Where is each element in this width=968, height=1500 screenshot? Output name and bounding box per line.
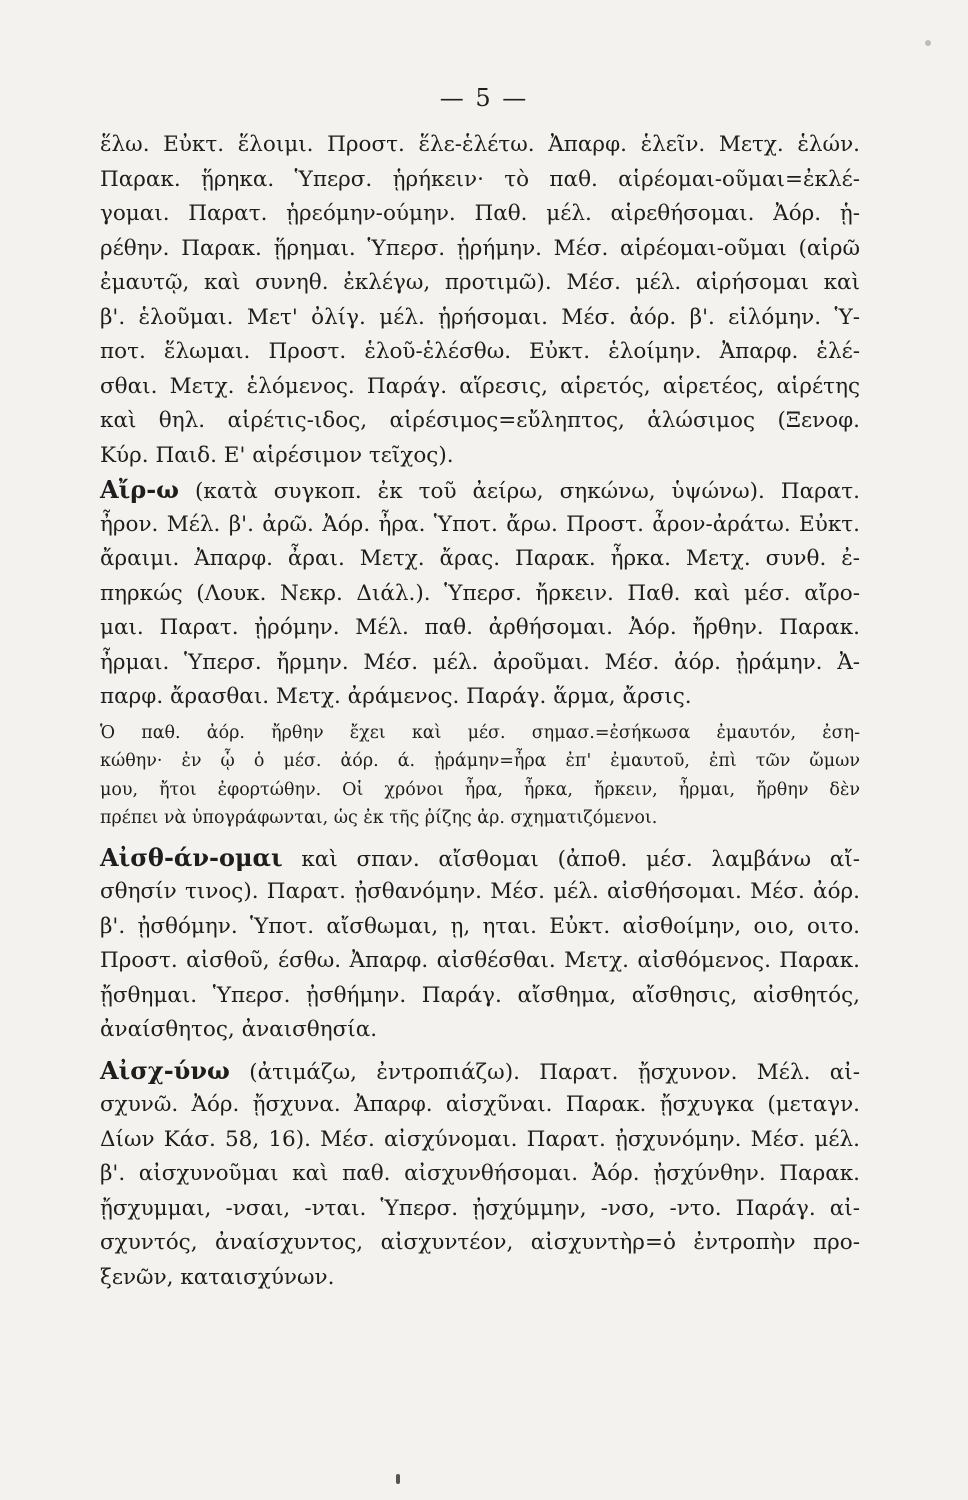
entry-text: (κατὰ συγκοπ. ἐκ τοῦ ἀείρω, σηκώνω, ὑψώνω). Παρατ. xyxy=(179,479,860,504)
text-line: Προστ. αἰσθοῦ, έσθω. Ἀπαρφ. αἰσθέσθαι. Μετχ. αἰσθόμενος. Παρακ. xyxy=(100,948,860,973)
note xyxy=(100,719,860,833)
text-line: β'. αἰσχυνοῦμαι καὶ παθ. αἰσχυνθήσομαι. Ἀόρ. ᾐσχύνθην. Παρακ. xyxy=(100,1161,860,1186)
text-line: γομαι. Παρατ. ᾑρεόμην-ούμην. Παθ. μέλ. αἱρεθήσομαι. Ἀόρ. ᾑ- xyxy=(100,201,860,226)
entry-first-line xyxy=(100,841,860,876)
headword: Αἴρ-ω xyxy=(100,475,180,504)
headword: Αἰσχ-ύνω xyxy=(100,1055,230,1085)
text-line: β'. ἑλοῦμαι. Μετ' ὀλίγ. μέλ. ᾑρήσομαι. Μέσ. ἀόρ. β'. εἱλόμην. Ὑ- xyxy=(100,304,860,330)
dictionary-text xyxy=(100,128,860,1295)
entry-aischyno xyxy=(100,1054,860,1296)
headword: Αἰσθ-άν-ομαι xyxy=(100,842,283,872)
text-line: Παρακ. ᾕρηκα. Ὑπερσ. ᾑρήκειν· τὸ παθ. αἱρέομαι-οῦμαι=ἐκλέ- xyxy=(100,166,860,192)
text-line: ἕλω. Εὐκτ. ἕλοιμι. Προστ. ἕλε-ἑλέτω. Ἀπαρφ. ἑλεῖν. Μετχ. ἑλών. xyxy=(100,132,860,157)
note-line: Ὁ παθ. ἀόρ. ἤρθην ἔχει καὶ μέσ. σημασ.=ἐσήκωσα ἐμαυτόν, ἐση- xyxy=(100,722,860,743)
text-line: καὶ θηλ. αἱρέτις-ιδος, αἱρέσιμος=εὔληπτος, ἁλώσιμος (Ξενοφ. xyxy=(100,408,860,433)
text-line: Δίων Κάσ. 58, 16). Μέσ. αἰσχύνομαι. Παρατ. ᾐσχυνόμην. Μέσ. μέλ. xyxy=(100,1126,860,1152)
entry-aisthanomai xyxy=(100,841,860,1048)
entry-continuation xyxy=(100,128,860,473)
print-mark xyxy=(396,1474,400,1484)
text-line: ἦρμαι. Ὑπερσ. ἤρμην. Μέσ. μέλ. ἀροῦμαι. Μέσ. ἀόρ. ᾐράμην. Ἀ- xyxy=(100,649,860,675)
text-line: παρφ. ἄρασθαι. Μετχ. ἀράμενος. Παράγ. ἅρμα, ἄρσις. xyxy=(100,684,692,709)
text-line: ἄραιμι. Ἀπαρφ. ἆραι. Μετχ. ἄρας. Παρακ. ἦρκα. Μετχ. συνθ. ἐ- xyxy=(100,546,860,571)
page-number: — 5 — xyxy=(439,84,529,112)
text-line: β'. ᾐσθόμην. Ὑποτ. αἴσθωμαι, ῃ, ηται. Εὐκτ. αἰσθοίμην, οιο, οιτο. xyxy=(100,913,860,939)
text-line: ρέθην. Παρακ. ᾕρημαι. Ὑπερσ. ᾑρήμην. Μέσ. αἱρέομαι-οῦμαι (αἱρῶ xyxy=(100,235,860,261)
text-line: σθαι. Μετχ. ἑλόμενος. Παράγ. αἵρεσις, αἱρετός, αἱρετέος, αἱρέτης xyxy=(100,373,860,399)
entry-text: (ἀτιμάζω, ἐντροπιάζω). Παρατ. ᾔσχυνον. Μέλ. αἰ- xyxy=(229,1059,860,1085)
entry-first-line xyxy=(100,473,860,508)
text-line: σθησίν τινος). Παρατ. ᾐσθανόμην. Μέσ. μέλ. αἰσθήσομαι. Μέσ. ἀόρ. xyxy=(100,879,860,904)
entry-first-line xyxy=(100,1054,860,1089)
note-line: πρέπει νὰ ὑπογράφωνται, ὡς ἐκ τῆς ῥίζης ἀρ. σχηματιζόμενοι. xyxy=(100,808,658,828)
text-line: μαι. Παρατ. ᾐρόμην. Μέλ. παθ. ἀρθήσομαι. Ἀόρ. ἤρθην. Παρακ. xyxy=(100,615,860,640)
text-line: ᾔσχυμμαι, -νσαι, -νται. Ὑπερσ. ᾐσχύμμην, -νσο, -ντο. Παράγ. αἰ- xyxy=(100,1195,860,1221)
text-line: ἀναίσθητος, ἀναισθησία. xyxy=(100,1017,378,1042)
text-line: ξενῶν, καταισχύνων. xyxy=(100,1264,335,1290)
paper-speck xyxy=(925,40,931,46)
text-line: σχυνῶ. Ἀόρ. ᾔσχυνα. Ἀπαρφ. αἰσχῦναι. Παρακ. ᾔσχυγκα (μεταγν. xyxy=(100,1092,860,1117)
text-line: ποτ. ἕλωμαι. Προστ. ἑλοῦ-ἑλέσθω. Εὐκτ. ἑλοίμην. Ἀπαρφ. ἑλέ- xyxy=(100,339,860,364)
entry-airo xyxy=(100,473,860,833)
text-line: πηρκώς (Λουκ. Νεκρ. Διάλ.). Ὑπερσ. ἤρκειν. Παθ. καὶ μέσ. αἴρο- xyxy=(100,580,860,606)
text-line: ἦρον. Μέλ. β'. ἀρῶ. Ἀόρ. ἦρα. Ὑποτ. ἄρω. Προστ. ἆρον-ἀράτω. Εὐκτ. xyxy=(100,511,860,537)
text-line: σχυντός, ἀναίσχυντος, αἰσχυντέον, αἰσχυντὴρ=ὁ ἐντροπὴν προ- xyxy=(100,1230,860,1255)
text-line: ἐμαυτῷ, καὶ συνηθ. ἐκλέγω, προτιμῶ). Μέσ. μέλ. αἱρήσομαι καὶ xyxy=(100,270,860,295)
entry-text: καὶ σπαν. αἴσθομαι (ἀποθ. μέσ. λαμβάνω αἴ- xyxy=(282,846,860,872)
text-line: ᾔσθημαι. Ὑπερσ. ᾐσθήμην. Παράγ. αἴσθημα, αἴσθησις, αἰσθητός, xyxy=(100,982,860,1008)
note-line: κώθην· ἐν ᾧ ὁ μέσ. ἀόρ. ά. ᾐράμην=ἦρα ἐπ' ἐμαυτοῦ, ἐπὶ τῶν ὤμων xyxy=(100,751,860,771)
note-line: μου, ἤτοι ἐφορτώθην. Οἱ χρόνοι ἦρα, ἦρκα, ἤρκειν, ἦρμαι, ἤρθην δὲν xyxy=(100,779,860,800)
text-line: Κύρ. Παιδ. Ε' αἱρέσιμον τεῖχος). xyxy=(100,442,454,468)
